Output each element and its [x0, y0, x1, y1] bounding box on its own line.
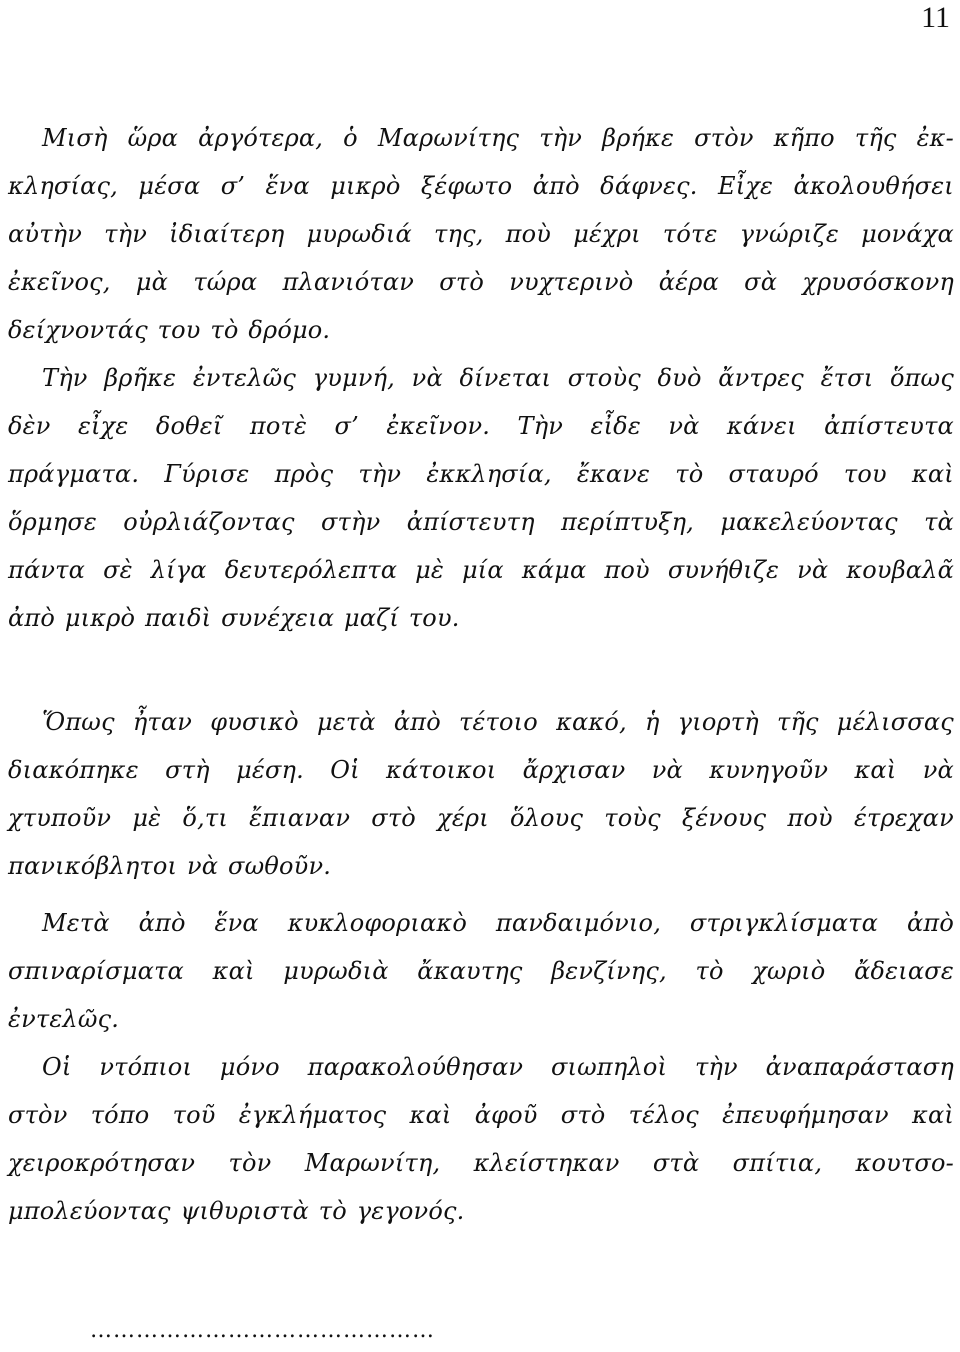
- paragraph: [8, 114, 954, 354]
- paragraph: [8, 1043, 954, 1235]
- text-line: Ὅπως ἦταν φυσικὸ μετὰ ἀπὸ τέτοιο κακό, ἡ γιορτὴ τῆς μέλισσας: [42, 708, 954, 736]
- text-line: δὲν εἶχε δοθεῖ ποτὲ σ’ ἐκεῖνον. Τὴν εἶδε νὰ κάνει ἀπίστευτα: [8, 412, 954, 440]
- text-line: πάντα σὲ λίγα δευτερόλεπτα μὲ μία κάμα ποὺ συνήθιζε νὰ κουβαλᾶ: [8, 556, 954, 584]
- paragraph: [8, 354, 954, 642]
- text-line: χειροκρότησαν τὸν Μαρωνίτη, κλείστηκαν στὰ σπίτια, κουτσο-: [8, 1149, 954, 1177]
- text-line: ἐκεῖνος, μὰ τώρα πλανιόταν στὸ νυχτερινὸ ἀέρα σὰ χρυσόσκονη: [8, 268, 954, 296]
- text-line: ἀπὸ μικρὸ παιδὶ συνέχεια μαζί του.: [8, 604, 460, 632]
- paragraph: [8, 899, 954, 1043]
- text-line: Μισὴ ὥρα ἀργότερα, ὁ Μαρωνίτης τὴν βρήκε στὸν κῆπο τῆς ἐκ-: [42, 124, 954, 152]
- text-line: Τὴν βρῆκε ἐντελῶς γυμνή, νὰ δίνεται στοὺς δυὸ ἄντρες ἔτσι ὅπως: [42, 364, 954, 392]
- text-line: πράγματα. Γύρισε πρὸς τὴν ἐκκλησία, ἔκανε τὸ σταυρό του καὶ: [8, 460, 954, 488]
- text-line: αὐτὴν τὴν ἰδιαίτερη μυρωδιά της, ποὺ μέχρι τότε γνώριζε μονάχα: [8, 220, 954, 248]
- text-line: ἐντελῶς.: [8, 1005, 120, 1033]
- body-text: [8, 0, 954, 1352]
- ellipsis-separator: ………………………………………: [90, 1318, 435, 1343]
- text-line: μπολεύοντας ψιθυριστὰ τὸ γεγονός.: [8, 1197, 465, 1225]
- text-line: ὅρμησε οὐρλιάζοντας στὴν ἀπίστευτη περίπτυξη, μακελεύοντας τὰ: [8, 508, 954, 536]
- text-line: διακόπηκε στὴ μέση. Οἱ κάτοικοι ἄρχισαν νὰ κυνηγοῦν καὶ νὰ: [8, 756, 954, 784]
- text-line: στὸν τόπο τοῦ ἐγκλήματος καὶ ἀφοῦ στὸ τέλος ἐπευφήμησαν καὶ: [8, 1101, 954, 1129]
- text-line: Μετὰ ἀπὸ ἕνα κυκλοφοριακὸ πανδαιμόνιο, στριγκλίσματα ἀπὸ: [42, 909, 954, 937]
- text-line: πανικόβλητοι νὰ σωθοῦν.: [8, 852, 332, 880]
- text-line: κλησίας, μέσα σ’ ἕνα μικρὸ ξέφωτο ἀπὸ δάφνες. Εἶχε ἀκολουθήσει: [8, 172, 954, 200]
- text-line: χτυποῦν μὲ ὅ,τι ἔπιαναν στὸ χέρι ὅλους τοὺς ξένους ποὺ έτρεχαν: [8, 804, 954, 832]
- text-line: δείχνοντάς του τὸ δρόμο.: [8, 316, 331, 344]
- paragraph: [8, 698, 954, 890]
- page-number: 11: [921, 1, 950, 34]
- text-line: σπιναρίσματα καὶ μυρωδιὰ ἄκαυτης βενζίνης, τὸ χωριὸ ἄδειασε: [8, 957, 954, 985]
- text-line: Οἱ ντόπιοι μόνο παρακολούθησαν σιωπηλοὶ τὴν ἀναπαράσταση: [42, 1053, 954, 1081]
